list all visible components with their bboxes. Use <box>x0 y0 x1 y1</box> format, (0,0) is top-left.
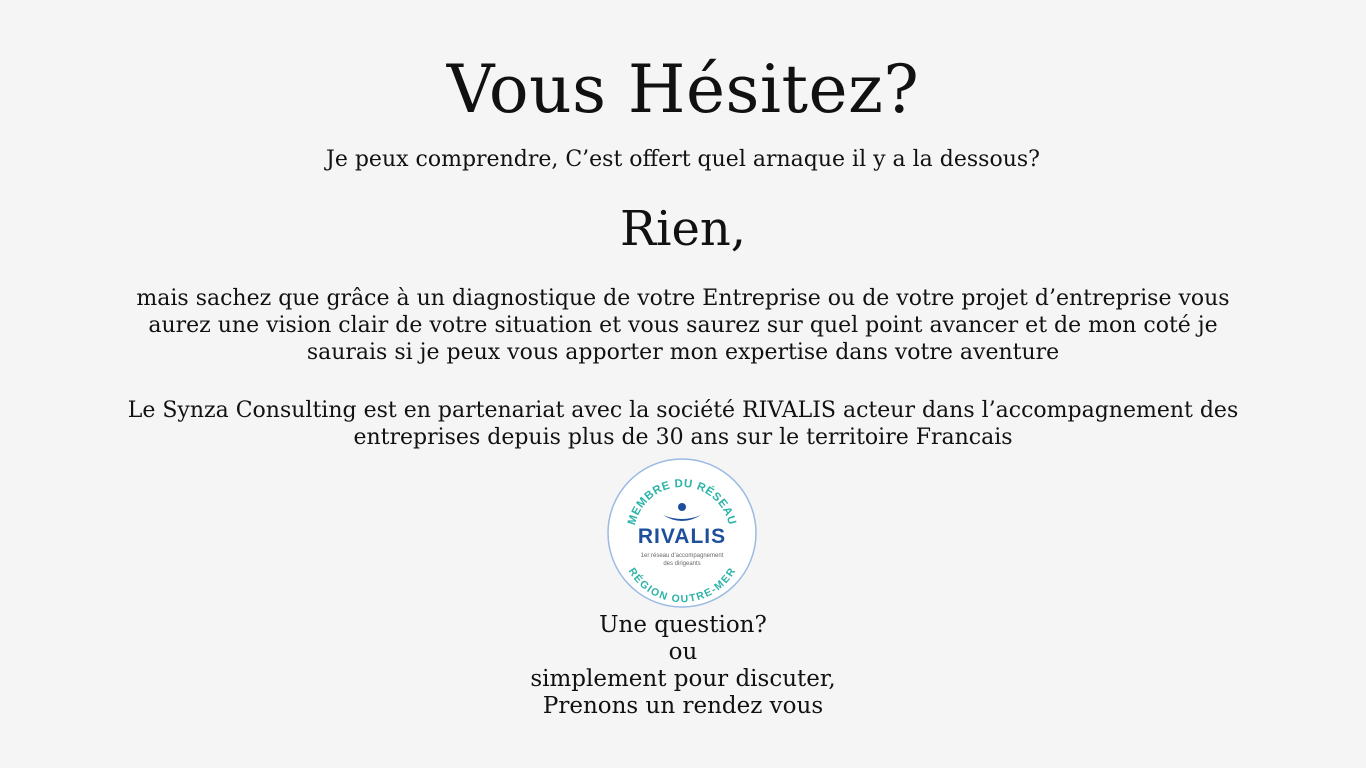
contact-line: ou <box>668 639 698 665</box>
paragraph-line: mais sachez que grâce à un diagnostique de votre Entreprise ou de votre projet d’entreprise vous <box>136 286 1230 311</box>
contact-line: Une question? <box>599 612 767 638</box>
contact-block <box>0 612 1366 720</box>
badge-brand: RIVALIS <box>637 525 727 548</box>
appointment-link[interactable]: Prenons un rendez vous <box>542 693 824 719</box>
page-subtitle: Je peux comprendre, C’est offert quel arnaque il y a la dessous? <box>326 147 1040 172</box>
badge-tagline: 1er réseau d’accompagnement <box>640 553 724 559</box>
diagnostic-paragraph <box>83 285 1283 366</box>
paragraph-line: entreprises depuis plus de 30 ans sur le territoire Francais <box>353 425 1013 450</box>
badge-top-text: MEMBRE DU RÉSEAU <box>626 477 738 527</box>
badge-bottom-text: RÉGION OUTRE-MER <box>625 565 739 606</box>
partnership-paragraph <box>83 397 1283 451</box>
contact-line: simplement pour discuter, <box>530 666 836 692</box>
paragraph-line: aurez une vision clair de votre situation et vous saurez sur quel point avancer et de mon coté je <box>148 313 1218 338</box>
badge-tagline: des dirigeants <box>663 561 701 567</box>
paragraph-line: Le Synza Consulting est en partenariat avec la société RIVALIS acteur dans l’accompagnement des <box>127 398 1239 423</box>
rivalis-member-badge <box>606 457 758 609</box>
paragraph-line: saurais si je peux vous apporter mon expertise dans votre aventure <box>306 340 1060 365</box>
answer-heading: Rien, <box>619 201 747 257</box>
page-title: Vous Hésitez? <box>446 51 920 128</box>
